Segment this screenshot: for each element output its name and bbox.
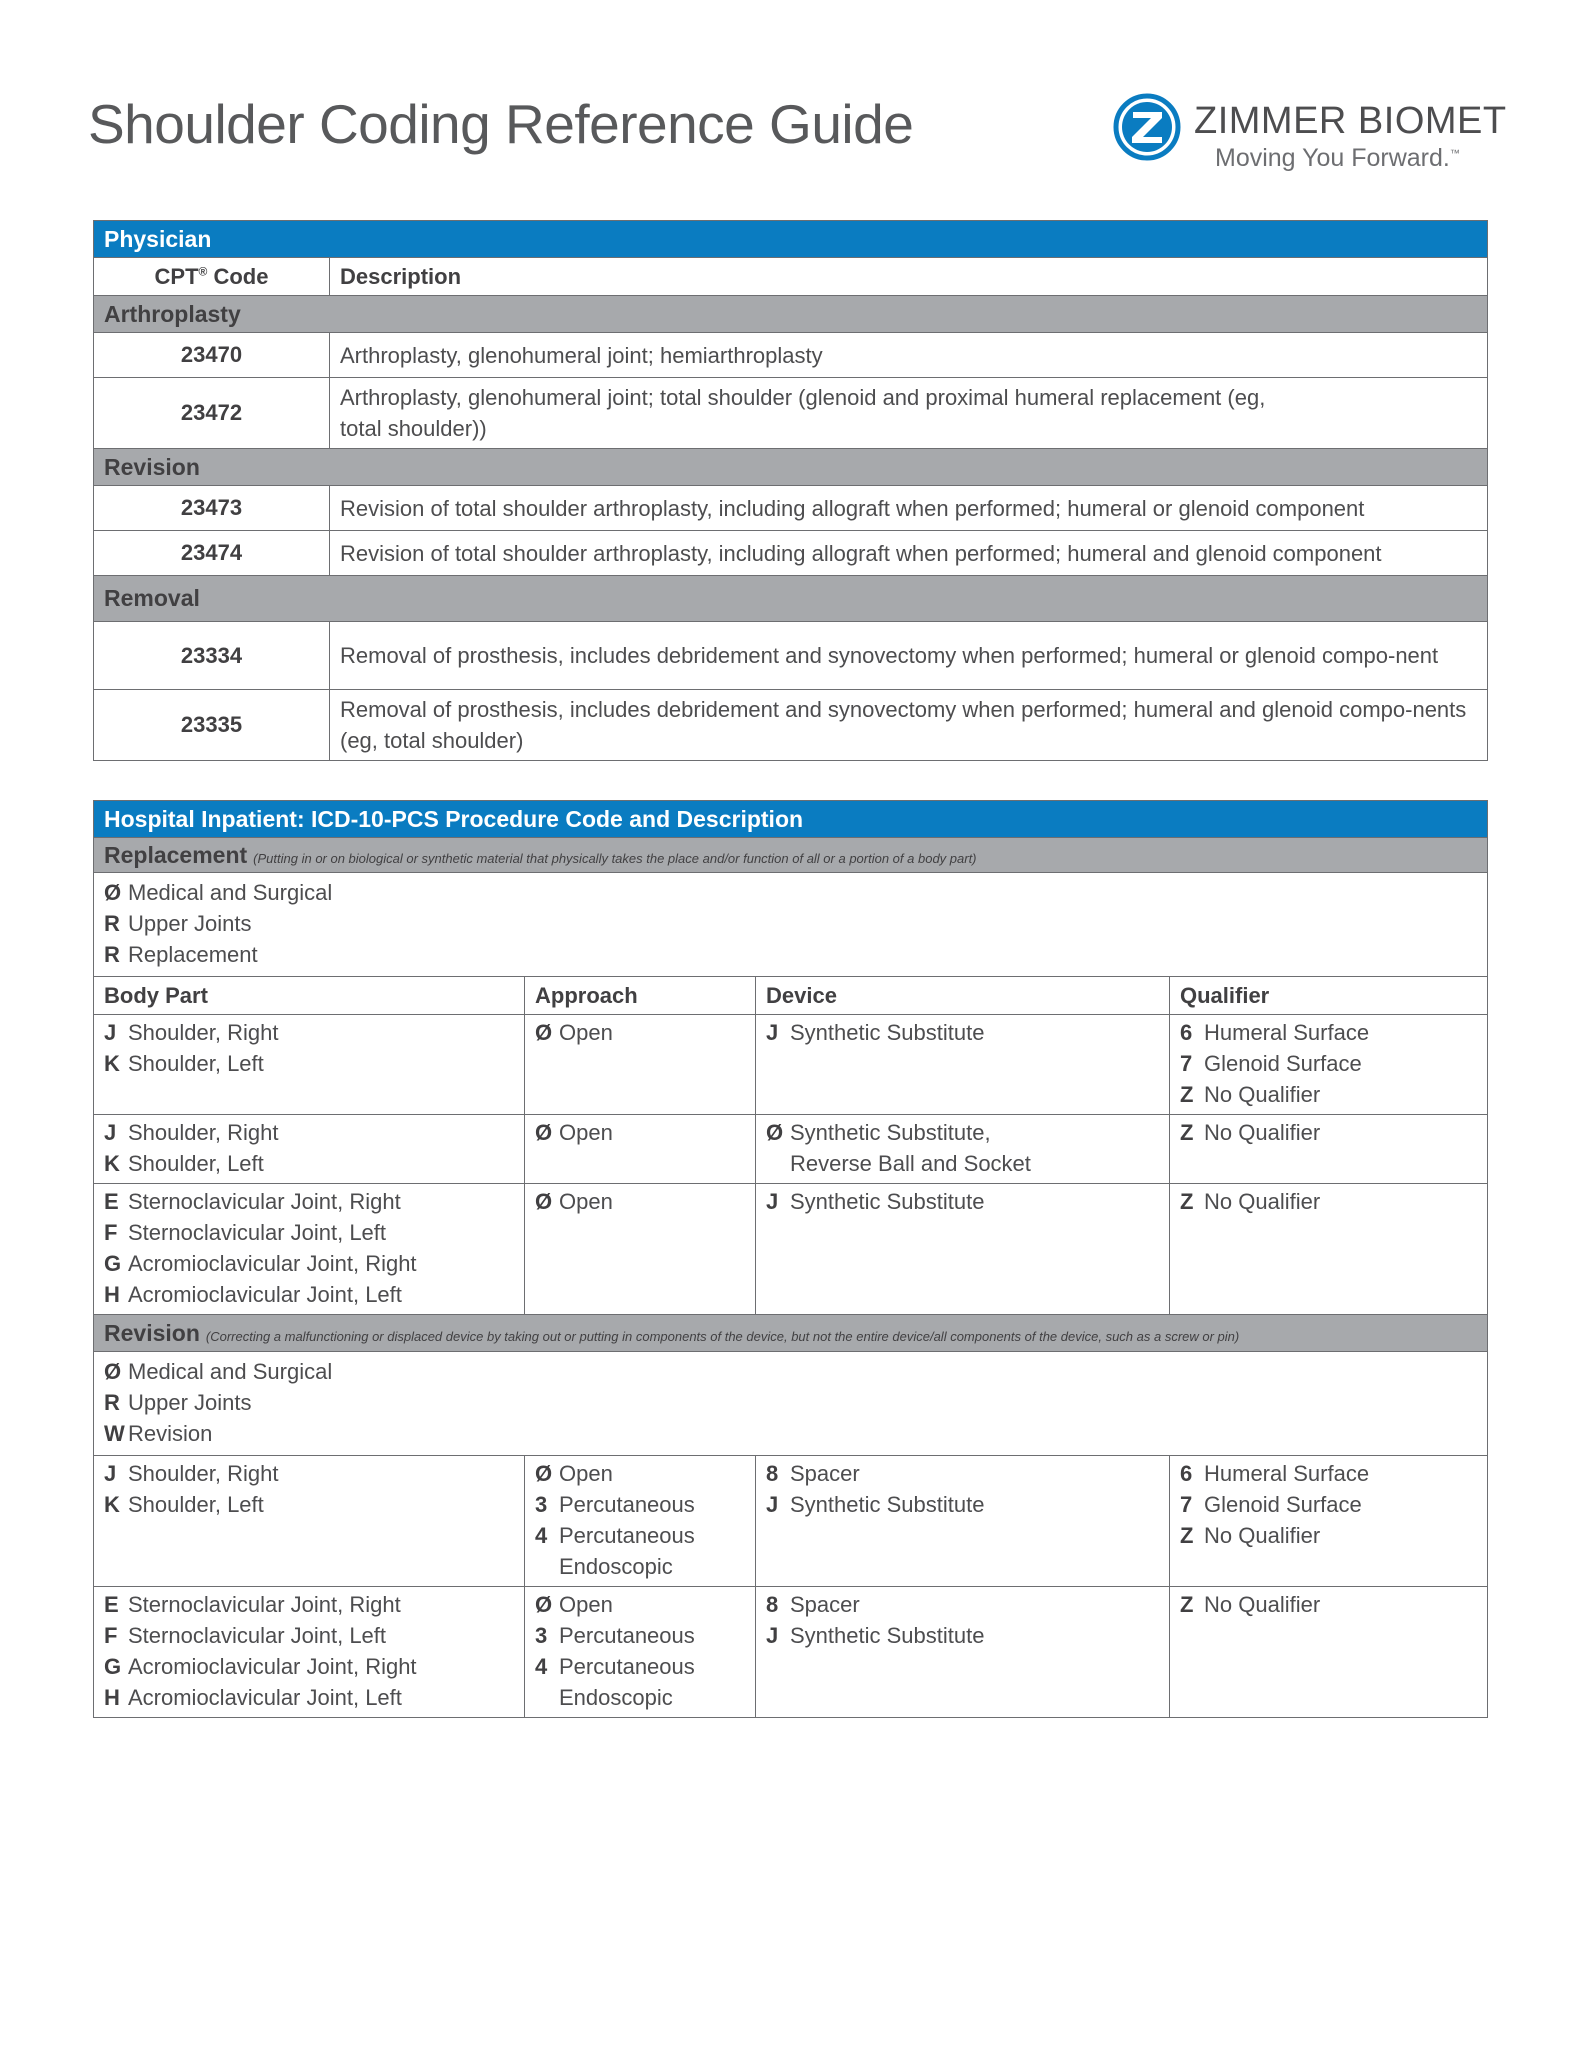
inpatient-header: Hospital Inpatient: ICD-10-PCS Procedure Code and Description: [94, 801, 1488, 838]
list-item: [535, 1620, 745, 1651]
code-character: Z: [1180, 1082, 1194, 1107]
code-character: J: [766, 1020, 779, 1045]
list-item: [104, 1186, 514, 1217]
code-label: No Qualifier: [1204, 1592, 1321, 1617]
list-item: [104, 1458, 514, 1489]
character-line: [104, 908, 1477, 939]
list-item: [1180, 1079, 1477, 1110]
list-item: [766, 1489, 1159, 1520]
table-row: [94, 690, 1488, 761]
device-cell: [756, 1456, 1170, 1587]
code-character: G: [104, 1654, 122, 1679]
inpatient-column-header-row: [94, 977, 1488, 1015]
body-part-cell: [94, 1115, 525, 1184]
code-character: Ø: [766, 1120, 784, 1145]
code-label: No Qualifier: [1204, 1189, 1321, 1214]
approach-cell: [525, 1115, 756, 1184]
qualifier-cell: [1170, 1587, 1488, 1718]
list-item: [535, 1186, 745, 1217]
section-title: Removal: [94, 576, 1488, 622]
list-item: [104, 1248, 514, 1279]
cpt-code: 23470: [94, 333, 330, 378]
code-character: Ø: [104, 880, 122, 905]
cpt-description: Arthroplasty, glenohumeral joint; hemiarthroplasty: [330, 333, 1488, 378]
code-character: 6: [1180, 1020, 1193, 1045]
code-character: 8: [766, 1461, 779, 1486]
code-label: Upper Joints: [128, 911, 252, 936]
code-character: H: [104, 1685, 120, 1710]
table-row: [94, 1456, 1488, 1587]
code-character: R: [104, 1390, 120, 1415]
character-line: [104, 1356, 1477, 1387]
code-character: R: [104, 911, 120, 936]
zimmer-biomet-logo: [1112, 92, 1512, 182]
section-row-revision: [94, 449, 1488, 486]
cpt-code-column-header: CPT® Code: [94, 258, 330, 296]
code-character: Ø: [535, 1189, 553, 1214]
code-label: Synthetic Substitute,: [790, 1120, 991, 1145]
list-item: [104, 1589, 514, 1620]
code-character: 6: [1180, 1461, 1193, 1486]
list-item: [1180, 1186, 1477, 1217]
code-label: Upper Joints: [128, 1390, 252, 1415]
code-label: Shoulder, Right: [128, 1120, 279, 1145]
code-character: E: [104, 1592, 119, 1617]
table-row: [94, 1184, 1488, 1315]
code-label: Sternoclavicular Joint, Left: [128, 1220, 387, 1245]
description-column-header: Description: [330, 258, 1488, 296]
code-label: Shoulder, Left: [128, 1051, 264, 1076]
code-character: J: [104, 1120, 117, 1145]
approach-cell: [525, 1456, 756, 1587]
code-label: Acromioclavicular Joint, Left: [128, 1685, 402, 1710]
section-title: Revision: [94, 449, 1488, 486]
list-item: [1180, 1458, 1477, 1489]
code-character: [535, 1682, 559, 1713]
list-item: [766, 1117, 1159, 1148]
code-character: Z: [1180, 1592, 1194, 1617]
code-label: No Qualifier: [1204, 1082, 1321, 1107]
code-label: Percutaneous: [559, 1523, 695, 1548]
code-label: Synthetic Substitute: [790, 1492, 985, 1517]
table-row: [94, 378, 1488, 449]
character-line: [104, 1387, 1477, 1418]
logo-name: ZIMMER BIOMET: [1194, 100, 1507, 142]
code-character: Ø: [535, 1020, 553, 1045]
root-characters: [94, 1352, 1488, 1456]
code-label: Open: [559, 1461, 613, 1486]
physician-table: [93, 220, 1488, 761]
body-part-cell: [94, 1184, 525, 1315]
code-label: Open: [559, 1120, 613, 1145]
cpt-description: Revision of total shoulder arthroplasty, including allograft when performed; humeral and glenoid component: [330, 531, 1488, 576]
code-character: 7: [1180, 1492, 1193, 1517]
code-character: [535, 1551, 559, 1582]
body-part-cell: [94, 1587, 525, 1718]
code-label: Acromioclavicular Joint, Left: [128, 1282, 402, 1307]
code-label: Replacement: [128, 942, 258, 967]
qualifier-cell: [1170, 1456, 1488, 1587]
list-item: [104, 1017, 514, 1048]
list-item: [1180, 1048, 1477, 1079]
code-character: E: [104, 1189, 119, 1214]
table-row: [94, 1587, 1488, 1718]
code-label: Humeral Surface: [1204, 1020, 1370, 1045]
qualifier-cell: [1170, 1184, 1488, 1315]
section-row-revision-pcs: [94, 1315, 1488, 1352]
code-character: G: [104, 1251, 122, 1276]
code-label: Medical and Surgical: [128, 1359, 333, 1384]
code-label: Endoscopic: [559, 1685, 673, 1710]
code-label: Spacer: [790, 1592, 860, 1617]
code-character: Ø: [535, 1120, 553, 1145]
logo-tagline: Moving You Forward.™: [1215, 144, 1460, 172]
code-character: 8: [766, 1592, 779, 1617]
code-label: Glenoid Surface: [1204, 1492, 1362, 1517]
list-item: [766, 1017, 1159, 1048]
code-label: Humeral Surface: [1204, 1461, 1370, 1486]
inpatient-header-row: [94, 801, 1488, 838]
code-label: Percutaneous: [559, 1654, 695, 1679]
code-character: J: [766, 1492, 779, 1517]
section-title: Revision: [104, 1319, 200, 1346]
code-character: Z: [1180, 1120, 1194, 1145]
body-part-cell: [94, 1015, 525, 1115]
code-label: Reverse Ball and Socket: [790, 1151, 1031, 1176]
code-character: J: [766, 1623, 779, 1648]
code-label: Shoulder, Left: [128, 1492, 264, 1517]
code-label: Acromioclavicular Joint, Right: [128, 1654, 417, 1679]
code-character: Ø: [535, 1592, 553, 1617]
section-row-arthroplasty: [94, 296, 1488, 333]
root-characters-row: [94, 873, 1488, 977]
code-label: Endoscopic: [559, 1554, 673, 1579]
code-label: Sternoclavicular Joint, Left: [128, 1623, 387, 1648]
cpt-description: Removal of prosthesis, includes debridement and synovectomy when performed; humeral or glenoid compo-nent: [330, 622, 1488, 690]
code-character: 4: [535, 1523, 548, 1548]
character-line: [104, 877, 1477, 908]
table-row: [94, 1115, 1488, 1184]
root-characters-row: [94, 1352, 1488, 1456]
code-label: Shoulder, Left: [128, 1151, 264, 1176]
root-characters: [94, 873, 1488, 977]
device-column-header: Device: [756, 977, 1170, 1015]
cpt-description: Arthroplasty, glenohumeral joint; total shoulder (glenoid and proximal humeral replacement (eg, total shoulder)): [330, 378, 1488, 449]
code-character: F: [104, 1623, 118, 1648]
list-item: [535, 1489, 745, 1520]
physician-header-row: [94, 221, 1488, 258]
code-label: Synthetic Substitute: [790, 1189, 985, 1214]
list-item: [104, 1217, 514, 1248]
code-character: Z: [1180, 1523, 1194, 1548]
cpt-code: 23335: [94, 690, 330, 761]
table-row: [94, 486, 1488, 531]
code-label: Sternoclavicular Joint, Right: [128, 1592, 401, 1617]
section-note: (Correcting a malfunctioning or displaced device by taking out or putting in components of the device, but not the entire device/all components of the device, such as a screw or pin): [205, 1328, 1240, 1344]
list-item: [766, 1186, 1159, 1217]
code-label: Open: [559, 1020, 613, 1045]
approach-cell: [525, 1587, 756, 1718]
code-label: No Qualifier: [1204, 1523, 1321, 1548]
device-cell: [756, 1184, 1170, 1315]
code-label: Shoulder, Right: [128, 1020, 279, 1045]
inpatient-table: [93, 800, 1488, 1718]
section-title: Arthroplasty: [94, 296, 1488, 333]
code-character: R: [104, 942, 120, 967]
list-item: [104, 1489, 514, 1520]
list-item: [535, 1651, 745, 1682]
table-row: [94, 531, 1488, 576]
list-item: [766, 1148, 1159, 1179]
section-row-replacement: [94, 838, 1488, 873]
character-line: [104, 939, 1477, 970]
code-character: Ø: [535, 1461, 553, 1486]
code-label: Synthetic Substitute: [790, 1020, 985, 1045]
section-title: Replacement: [104, 841, 248, 868]
physician-header: Physician: [94, 221, 1488, 258]
table-row: [94, 1015, 1488, 1115]
list-item: [1180, 1017, 1477, 1048]
list-item: [535, 1589, 745, 1620]
code-label: Open: [559, 1189, 613, 1214]
revision-section: [94, 1315, 1488, 1352]
device-cell: [756, 1587, 1170, 1718]
code-character: 7: [1180, 1051, 1193, 1076]
code-label: Percutaneous: [559, 1623, 695, 1648]
code-label: No Qualifier: [1204, 1120, 1321, 1145]
list-item: [104, 1620, 514, 1651]
code-label: Sternoclavicular Joint, Right: [128, 1189, 401, 1214]
table-row: [94, 622, 1488, 690]
code-character: J: [766, 1189, 779, 1214]
cpt-code: 23474: [94, 531, 330, 576]
cpt-code: 23472: [94, 378, 330, 449]
cpt-code: 23334: [94, 622, 330, 690]
approach-cell: [525, 1015, 756, 1115]
list-item: [104, 1117, 514, 1148]
code-character: 3: [535, 1623, 548, 1648]
approach-column-header: Approach: [525, 977, 756, 1015]
code-label: Synthetic Substitute: [790, 1623, 985, 1648]
device-cell: [756, 1115, 1170, 1184]
code-character: K: [104, 1051, 120, 1076]
character-line: [104, 1418, 1477, 1449]
list-item: [104, 1048, 514, 1079]
table-row: [94, 333, 1488, 378]
code-character: F: [104, 1220, 118, 1245]
list-item: [766, 1620, 1159, 1651]
list-item: [104, 1651, 514, 1682]
page-title: Shoulder Coding Reference Guide: [88, 93, 914, 155]
code-label: Open: [559, 1592, 613, 1617]
list-item: [1180, 1520, 1477, 1551]
section-row-removal: [94, 576, 1488, 622]
list-item: [766, 1589, 1159, 1620]
code-character: Z: [1180, 1189, 1194, 1214]
code-character: 3: [535, 1492, 548, 1517]
code-character: W: [104, 1421, 125, 1446]
list-item: [535, 1520, 745, 1551]
code-character: 4: [535, 1654, 548, 1679]
list-item: [535, 1551, 745, 1582]
list-item: [104, 1682, 514, 1713]
zimmer-biomet-z-icon: [1112, 92, 1182, 162]
list-item: [1180, 1117, 1477, 1148]
list-item: [1180, 1489, 1477, 1520]
code-character: Ø: [104, 1359, 122, 1384]
list-item: [104, 1279, 514, 1310]
qualifier-column-header: Qualifier: [1170, 977, 1488, 1015]
list-item: [535, 1117, 745, 1148]
code-character: J: [104, 1020, 117, 1045]
body-part-column-header: Body Part: [94, 977, 525, 1015]
list-item: [766, 1458, 1159, 1489]
code-label: Medical and Surgical: [128, 880, 333, 905]
qualifier-cell: [1170, 1015, 1488, 1115]
code-character: J: [104, 1461, 117, 1486]
code-label: Spacer: [790, 1461, 860, 1486]
approach-cell: [525, 1184, 756, 1315]
code-character: [766, 1148, 790, 1179]
list-item: [535, 1682, 745, 1713]
qualifier-cell: [1170, 1115, 1488, 1184]
code-label: Revision: [128, 1421, 213, 1446]
list-item: [1180, 1589, 1477, 1620]
list-item: [535, 1458, 745, 1489]
replacement-section: [94, 838, 1488, 873]
code-label: Glenoid Surface: [1204, 1051, 1362, 1076]
cpt-code: 23473: [94, 486, 330, 531]
device-cell: [756, 1015, 1170, 1115]
code-label: Percutaneous: [559, 1492, 695, 1517]
cpt-description: Removal of prosthesis, includes debridement and synovectomy when performed; humeral and glenoid compo-nents (eg, total shoulder): [330, 690, 1488, 761]
cpt-description: Revision of total shoulder arthroplasty, including allograft when performed; humeral or glenoid component: [330, 486, 1488, 531]
body-part-cell: [94, 1456, 525, 1587]
code-character: H: [104, 1282, 120, 1307]
code-character: K: [104, 1492, 120, 1517]
physician-column-header-row: [94, 258, 1488, 296]
code-label: Acromioclavicular Joint, Right: [128, 1251, 417, 1276]
list-item: [104, 1148, 514, 1179]
section-note: (Putting in or on biological or synthetic material that physically takes the place and/or function of all or a portion of a body part): [253, 850, 977, 866]
code-character: K: [104, 1151, 120, 1176]
list-item: [535, 1017, 745, 1048]
code-label: Shoulder, Right: [128, 1461, 279, 1486]
